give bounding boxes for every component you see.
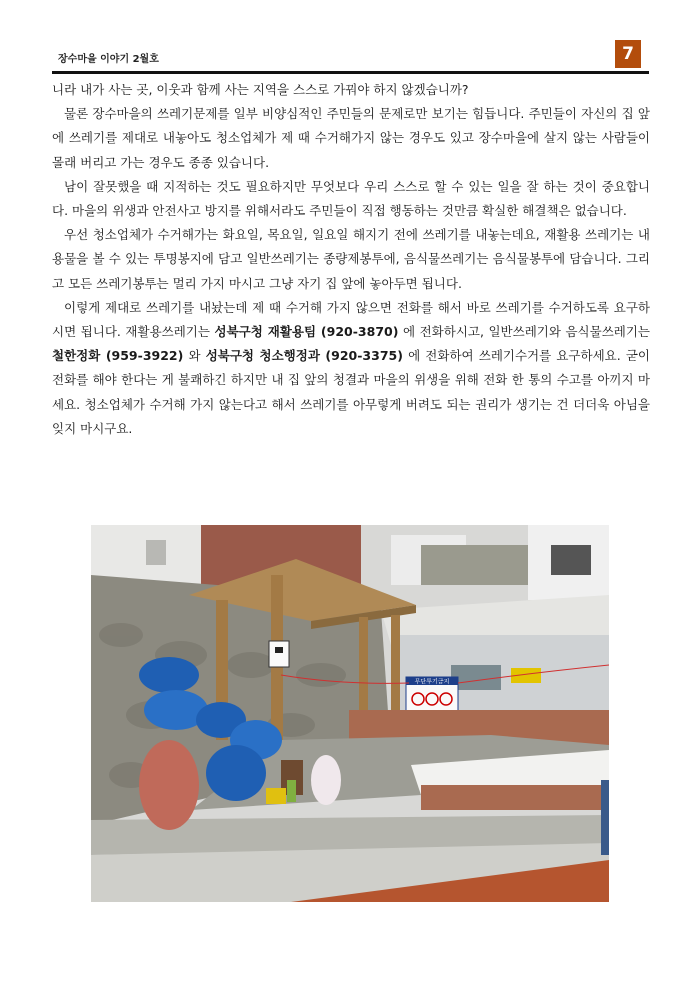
garbage-collection-photo (91, 525, 609, 902)
photo-sign-text: 무단투기금지 (414, 678, 450, 686)
contact-text-1: 이렇게 제대로 쓰레기를 내놨는데 제 때 수거해 가지 않으면 전화를 해서 바로 쓰레기를 수거하도록 요구하시면 됩니다. 재활용쓰레기는 (52, 299, 650, 340)
paragraph-self-action: 남이 잘못했을 때 지적하는 것도 필요하지만 무엇보다 우리 스스로 할 수 있는 일을 잘 하는 것이 중요합니다. 마을의 위생과 안전사고 방지를 위해서라도 주민들이 직접 행동하는 것만큼 확실한 해결책은 없습니다. (52, 178, 650, 219)
header-rule (52, 71, 649, 74)
page-header (52, 40, 649, 74)
paragraph-contact-info (52, 296, 650, 441)
contact-text-3: 와 (183, 348, 206, 364)
contact-text-4: 에 전화하여 쓰레기수거를 요구하세요. 굳이 전화를 해야 한다는 게 불쾌하긴 하지만 내 집 앞의 청결과 마을의 위생을 위해 전화 한 통의 수고를 아끼지 마세요. 청소업체가 수거해 가지 않는다고 해서 쓰레기를 아무렇게 버려도 되는 권리가 생기는 건 더더욱 아님을 잊지 마시구요. (52, 348, 650, 436)
paragraph-disposal-rules: 우선 청소업체가 수거해가는 화요일, 목요일, 일요일 해지기 전에 쓰레기를 내놓는데요, 재활용 쓰레기는 내용물을 볼 수 있는 투명봉지에 담고 일반쓰레기는 종량제봉투에, 음식물쓰레기는 음식물봉투에 담습니다. 그리고 모든 쓰레기봉투는 멀리 가지 마시고 그냥 자기 집 앞에 놓아두면 됩니다. (52, 227, 650, 291)
article-body (52, 78, 650, 441)
photo-illustration (91, 525, 609, 902)
contact-cheolhan: 철한정화 (959-3922) (52, 348, 184, 364)
page-number-badge: 7 (615, 40, 641, 68)
contact-text-2: 에 전화하시고, 일반쓰레기와 음식물쓰레기는 (398, 324, 650, 340)
paragraph-garbage-problem: 물론 장수마을의 쓰레기문제를 일부 비양심적인 주민들의 문제로만 보기는 힘듭니다. 주민들이 자신의 집 앞에 쓰레기를 제대로 내놓아도 청소업체가 제 때 수거해가지 않는 경우도 있고 장수마을에 살지 않는 사람들이 몰래 버리고 가는 경우도 종종 있습니다. (52, 106, 650, 170)
contact-cleaning-dept: 성북구청 청소행정과 (920-3375) (205, 348, 403, 364)
paragraph-continuation: 니라 내가 사는 곳, 이웃과 함께 사는 지역을 스스로 가꿔야 하지 않겠습니까? (52, 82, 469, 97)
newsletter-title: 장수마을 이야기 2월호 (58, 54, 159, 65)
contact-recycling-team: 성북구청 재활용팀 (920-3870) (214, 324, 399, 340)
